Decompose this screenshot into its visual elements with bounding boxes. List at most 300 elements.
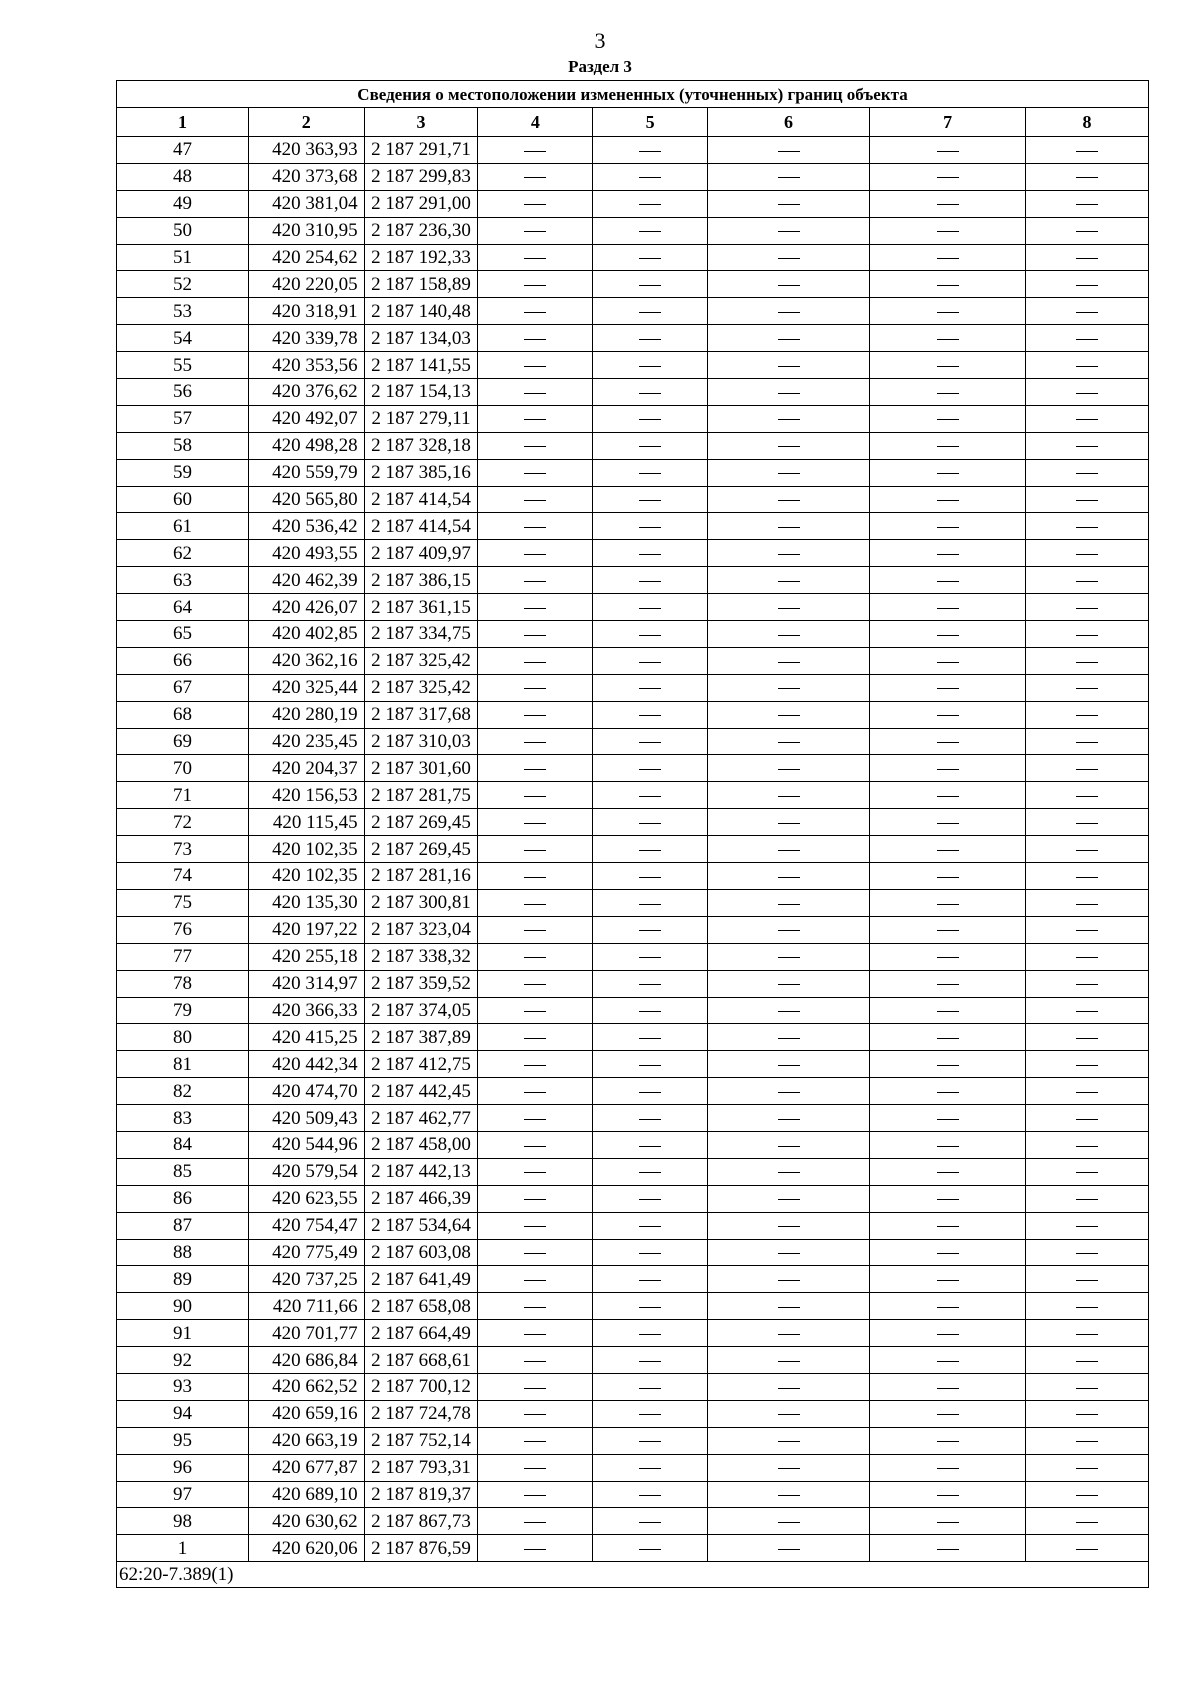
empty-value-cell — [593, 970, 708, 997]
dash-glyph — [639, 1388, 661, 1389]
dash-glyph — [524, 877, 546, 878]
coordinate-y-cell: 2 187 154,13 — [364, 379, 478, 406]
empty-value-cell — [707, 728, 869, 755]
empty-value-cell — [1026, 217, 1149, 244]
dash-glyph — [937, 419, 959, 420]
coordinate-y-cell: 2 187 385,16 — [364, 459, 478, 486]
empty-value-cell — [870, 137, 1026, 164]
coordinate-x-cell: 420 197,22 — [248, 916, 364, 943]
column-header-8: 8 — [1026, 108, 1149, 137]
dash-glyph — [524, 231, 546, 232]
dash-glyph — [1076, 1146, 1098, 1147]
empty-value-cell — [870, 1481, 1026, 1508]
table-row — [117, 970, 1149, 997]
point-number-cell: 65 — [117, 621, 249, 648]
point-number-cell: 90 — [117, 1293, 249, 1320]
empty-value-cell — [707, 647, 869, 674]
dash-glyph — [524, 339, 546, 340]
dash-glyph — [778, 1172, 800, 1173]
dash-glyph — [1076, 527, 1098, 528]
empty-value-cell — [707, 298, 869, 325]
dash-glyph — [937, 850, 959, 851]
dash-glyph — [524, 662, 546, 663]
dash-glyph — [639, 1495, 661, 1496]
empty-value-cell — [478, 594, 593, 621]
empty-value-cell — [707, 137, 869, 164]
table-row — [117, 1185, 1149, 1212]
empty-value-cell — [707, 1185, 869, 1212]
coordinate-y-cell: 2 187 281,16 — [364, 863, 478, 890]
empty-value-cell — [478, 379, 593, 406]
dash-glyph — [1076, 1065, 1098, 1066]
coordinate-x-cell: 420 659,16 — [248, 1400, 364, 1427]
empty-value-cell — [593, 809, 708, 836]
coordinate-y-cell: 2 187 658,08 — [364, 1293, 478, 1320]
coordinate-x-cell: 420 325,44 — [248, 674, 364, 701]
point-number-cell: 79 — [117, 997, 249, 1024]
empty-value-cell — [1026, 916, 1149, 943]
empty-value-cell — [870, 1051, 1026, 1078]
empty-value-cell — [593, 1454, 708, 1481]
empty-value-cell — [870, 1454, 1026, 1481]
dash-glyph — [1076, 1226, 1098, 1227]
empty-value-cell — [478, 1158, 593, 1185]
coordinate-y-cell: 2 187 386,15 — [364, 567, 478, 594]
empty-value-cell — [478, 1293, 593, 1320]
empty-value-cell — [1026, 647, 1149, 674]
empty-value-cell — [1026, 163, 1149, 190]
column-header-2: 2 — [248, 108, 364, 137]
dash-glyph — [937, 608, 959, 609]
point-number-cell: 75 — [117, 889, 249, 916]
empty-value-cell — [593, 190, 708, 217]
point-number-cell: 92 — [117, 1347, 249, 1374]
point-number-cell: 59 — [117, 459, 249, 486]
empty-value-cell — [478, 1024, 593, 1051]
point-number-cell: 69 — [117, 728, 249, 755]
table-row — [117, 889, 1149, 916]
dash-glyph — [937, 393, 959, 394]
empty-value-cell — [1026, 1105, 1149, 1132]
dash-glyph — [1076, 1388, 1098, 1389]
coordinate-x-cell: 420 280,19 — [248, 701, 364, 728]
dash-glyph — [524, 1065, 546, 1066]
dash-glyph — [937, 1522, 959, 1523]
table-row — [117, 486, 1149, 513]
coordinate-y-cell: 2 187 334,75 — [364, 621, 478, 648]
empty-value-cell — [870, 1105, 1026, 1132]
dash-glyph — [1076, 1119, 1098, 1120]
point-number-cell: 47 — [117, 137, 249, 164]
dash-glyph — [524, 1146, 546, 1147]
dash-glyph — [937, 366, 959, 367]
coordinate-y-cell: 2 187 414,54 — [364, 513, 478, 540]
empty-value-cell — [593, 728, 708, 755]
coordinate-x-cell: 420 310,95 — [248, 217, 364, 244]
empty-value-cell — [707, 836, 869, 863]
empty-value-cell — [1026, 701, 1149, 728]
empty-value-cell — [593, 379, 708, 406]
empty-value-cell — [870, 755, 1026, 782]
empty-value-cell — [478, 1078, 593, 1105]
empty-value-cell — [1026, 405, 1149, 432]
empty-value-cell — [593, 163, 708, 190]
table-title: Сведения о местоположении измененных (уточненных) границ объекта — [117, 81, 1149, 108]
empty-value-cell — [1026, 782, 1149, 809]
point-number-cell: 56 — [117, 379, 249, 406]
point-number-cell: 87 — [117, 1212, 249, 1239]
empty-value-cell — [707, 1266, 869, 1293]
dash-glyph — [778, 285, 800, 286]
empty-value-cell — [478, 889, 593, 916]
empty-value-cell — [593, 1158, 708, 1185]
coordinate-y-cell: 2 187 752,14 — [364, 1427, 478, 1454]
dash-glyph — [778, 366, 800, 367]
empty-value-cell — [593, 513, 708, 540]
dash-glyph — [1076, 1441, 1098, 1442]
coordinate-y-cell: 2 187 462,77 — [364, 1105, 478, 1132]
empty-value-cell — [593, 1212, 708, 1239]
empty-value-cell — [1026, 1427, 1149, 1454]
dash-glyph — [937, 1334, 959, 1335]
empty-value-cell — [707, 1373, 869, 1400]
dash-glyph — [639, 1441, 661, 1442]
empty-value-cell — [707, 1481, 869, 1508]
coordinate-y-cell: 2 187 328,18 — [364, 432, 478, 459]
dash-glyph — [639, 715, 661, 716]
empty-value-cell — [870, 943, 1026, 970]
table-row — [117, 567, 1149, 594]
empty-value-cell — [478, 1454, 593, 1481]
empty-value-cell — [1026, 836, 1149, 863]
empty-value-cell — [1026, 325, 1149, 352]
coordinate-x-cell: 420 442,34 — [248, 1051, 364, 1078]
dash-glyph — [639, 662, 661, 663]
dash-glyph — [524, 177, 546, 178]
dash-glyph — [937, 581, 959, 582]
coordinate-x-cell: 420 620,06 — [248, 1535, 364, 1562]
table-row — [117, 459, 1149, 486]
empty-value-cell — [593, 889, 708, 916]
empty-value-cell — [707, 1293, 869, 1320]
coordinate-x-cell: 420 677,87 — [248, 1454, 364, 1481]
empty-value-cell — [593, 217, 708, 244]
dash-glyph — [639, 635, 661, 636]
dash-glyph — [937, 312, 959, 313]
coordinate-x-cell: 420 462,39 — [248, 567, 364, 594]
empty-value-cell — [478, 1481, 593, 1508]
empty-value-cell — [593, 1185, 708, 1212]
empty-value-cell — [593, 405, 708, 432]
empty-value-cell — [593, 540, 708, 567]
empty-value-cell — [478, 755, 593, 782]
dash-glyph — [524, 957, 546, 958]
coordinate-y-cell: 2 187 442,13 — [364, 1158, 478, 1185]
empty-value-cell — [1026, 1293, 1149, 1320]
point-number-cell: 50 — [117, 217, 249, 244]
coordinate-y-cell: 2 187 281,75 — [364, 782, 478, 809]
coordinate-x-cell: 420 102,35 — [248, 863, 364, 890]
table-row — [117, 1535, 1149, 1562]
dash-glyph — [778, 1495, 800, 1496]
table-row — [117, 379, 1149, 406]
dash-glyph — [524, 1495, 546, 1496]
dash-glyph — [778, 1361, 800, 1362]
empty-value-cell — [707, 1320, 869, 1347]
empty-value-cell — [707, 271, 869, 298]
point-number-cell: 81 — [117, 1051, 249, 1078]
empty-value-cell — [478, 943, 593, 970]
coordinate-y-cell: 2 187 338,32 — [364, 943, 478, 970]
empty-value-cell — [478, 352, 593, 379]
dash-glyph — [937, 339, 959, 340]
dash-glyph — [778, 635, 800, 636]
dash-glyph — [778, 1307, 800, 1308]
column-header-row — [117, 108, 1149, 137]
empty-value-cell — [870, 997, 1026, 1024]
dash-glyph — [937, 1441, 959, 1442]
empty-value-cell — [593, 647, 708, 674]
dash-glyph — [778, 850, 800, 851]
dash-glyph — [1076, 446, 1098, 447]
empty-value-cell — [593, 244, 708, 271]
dash-glyph — [778, 1146, 800, 1147]
table-row — [117, 1158, 1149, 1185]
coordinate-x-cell: 420 686,84 — [248, 1347, 364, 1374]
dash-glyph — [524, 393, 546, 394]
point-number-cell: 89 — [117, 1266, 249, 1293]
empty-value-cell — [1026, 755, 1149, 782]
dash-glyph — [639, 1038, 661, 1039]
dash-glyph — [937, 1011, 959, 1012]
empty-value-cell — [478, 1266, 593, 1293]
column-header-4: 4 — [478, 108, 593, 137]
empty-value-cell — [707, 997, 869, 1024]
empty-value-cell — [593, 1266, 708, 1293]
point-number-cell: 54 — [117, 325, 249, 352]
dash-glyph — [778, 581, 800, 582]
dash-glyph — [937, 1414, 959, 1415]
dash-glyph — [937, 473, 959, 474]
empty-value-cell — [478, 244, 593, 271]
dash-glyph — [778, 554, 800, 555]
dash-glyph — [1076, 850, 1098, 851]
empty-value-cell — [1026, 1078, 1149, 1105]
empty-value-cell — [1026, 486, 1149, 513]
dash-glyph — [937, 285, 959, 286]
dash-glyph — [778, 1226, 800, 1227]
coordinate-y-cell: 2 187 700,12 — [364, 1373, 478, 1400]
empty-value-cell — [1026, 594, 1149, 621]
dash-glyph — [639, 554, 661, 555]
empty-value-cell — [1026, 1131, 1149, 1158]
dash-glyph — [1076, 1011, 1098, 1012]
dash-glyph — [524, 1468, 546, 1469]
table-row — [117, 1105, 1149, 1132]
empty-value-cell — [1026, 432, 1149, 459]
dash-glyph — [778, 339, 800, 340]
dash-glyph — [524, 1226, 546, 1227]
empty-value-cell — [1026, 1400, 1149, 1427]
dash-glyph — [639, 527, 661, 528]
dash-glyph — [778, 446, 800, 447]
coordinate-y-cell: 2 187 269,45 — [364, 836, 478, 863]
dash-glyph — [524, 715, 546, 716]
dash-glyph — [524, 1280, 546, 1281]
empty-value-cell — [707, 540, 869, 567]
empty-value-cell — [593, 1373, 708, 1400]
dash-glyph — [524, 312, 546, 313]
coordinate-y-cell: 2 187 664,49 — [364, 1320, 478, 1347]
coordinate-x-cell: 420 402,85 — [248, 621, 364, 648]
dash-glyph — [524, 1522, 546, 1523]
empty-value-cell — [478, 621, 593, 648]
point-number-cell: 61 — [117, 513, 249, 540]
coordinate-x-cell: 420 314,97 — [248, 970, 364, 997]
dash-glyph — [778, 688, 800, 689]
dash-glyph — [524, 1092, 546, 1093]
empty-value-cell — [707, 217, 869, 244]
table-row — [117, 1427, 1149, 1454]
empty-value-cell — [870, 540, 1026, 567]
empty-value-cell — [478, 432, 593, 459]
empty-value-cell — [707, 755, 869, 782]
table-row — [117, 782, 1149, 809]
dash-glyph — [639, 957, 661, 958]
dash-glyph — [778, 796, 800, 797]
empty-value-cell — [478, 728, 593, 755]
coordinate-x-cell: 420 565,80 — [248, 486, 364, 513]
dash-glyph — [937, 877, 959, 878]
point-number-cell: 82 — [117, 1078, 249, 1105]
dash-glyph — [639, 446, 661, 447]
dash-glyph — [1076, 742, 1098, 743]
dash-glyph — [1076, 1172, 1098, 1173]
coordinate-y-cell: 2 187 374,05 — [364, 997, 478, 1024]
coordinate-x-cell: 420 235,45 — [248, 728, 364, 755]
coordinate-y-cell: 2 187 387,89 — [364, 1024, 478, 1051]
dash-glyph — [639, 930, 661, 931]
empty-value-cell — [870, 271, 1026, 298]
dash-glyph — [524, 419, 546, 420]
coordinate-x-cell: 420 353,56 — [248, 352, 364, 379]
dash-glyph — [639, 1011, 661, 1012]
empty-value-cell — [870, 405, 1026, 432]
dash-glyph — [639, 1334, 661, 1335]
document-code: 62:20-7.389(1) — [117, 1562, 1149, 1588]
coordinate-y-cell: 2 187 442,45 — [364, 1078, 478, 1105]
empty-value-cell — [1026, 567, 1149, 594]
coordinate-y-cell: 2 187 534,64 — [364, 1212, 478, 1239]
empty-value-cell — [478, 325, 593, 352]
coordinate-x-cell: 420 536,42 — [248, 513, 364, 540]
dash-glyph — [524, 742, 546, 743]
empty-value-cell — [870, 513, 1026, 540]
point-number-cell: 49 — [117, 190, 249, 217]
empty-value-cell — [478, 674, 593, 701]
empty-value-cell — [707, 190, 869, 217]
point-number-cell: 97 — [117, 1481, 249, 1508]
dash-glyph — [937, 1280, 959, 1281]
empty-value-cell — [870, 1535, 1026, 1562]
dash-glyph — [1076, 1307, 1098, 1308]
empty-value-cell — [870, 1400, 1026, 1427]
empty-value-cell — [707, 513, 869, 540]
dash-glyph — [524, 608, 546, 609]
empty-value-cell — [870, 163, 1026, 190]
dash-glyph — [937, 1092, 959, 1093]
empty-value-cell — [870, 190, 1026, 217]
empty-value-cell — [707, 1400, 869, 1427]
table-row — [117, 1266, 1149, 1293]
coordinate-x-cell: 420 689,10 — [248, 1481, 364, 1508]
point-number-cell: 88 — [117, 1239, 249, 1266]
table-row — [117, 594, 1149, 621]
empty-value-cell — [1026, 1481, 1149, 1508]
empty-value-cell — [593, 916, 708, 943]
coordinate-x-cell: 420 255,18 — [248, 943, 364, 970]
dash-glyph — [1076, 500, 1098, 501]
point-number-cell: 91 — [117, 1320, 249, 1347]
empty-value-cell — [870, 459, 1026, 486]
empty-value-cell — [707, 916, 869, 943]
empty-value-cell — [1026, 1158, 1149, 1185]
table-row — [117, 1373, 1149, 1400]
empty-value-cell — [593, 1427, 708, 1454]
empty-value-cell — [593, 1105, 708, 1132]
empty-value-cell — [1026, 352, 1149, 379]
empty-value-cell — [593, 755, 708, 782]
point-number-cell: 93 — [117, 1373, 249, 1400]
empty-value-cell — [593, 1024, 708, 1051]
table-row — [117, 352, 1149, 379]
empty-value-cell — [707, 352, 869, 379]
point-number-cell: 74 — [117, 863, 249, 890]
dash-glyph — [778, 312, 800, 313]
empty-value-cell — [707, 1212, 869, 1239]
empty-value-cell — [593, 1078, 708, 1105]
empty-value-cell — [870, 217, 1026, 244]
coordinate-x-cell: 420 509,43 — [248, 1105, 364, 1132]
empty-value-cell — [593, 1320, 708, 1347]
dash-glyph — [778, 527, 800, 528]
empty-value-cell — [870, 1347, 1026, 1374]
dash-glyph — [524, 930, 546, 931]
empty-value-cell — [593, 432, 708, 459]
dash-glyph — [778, 1549, 800, 1550]
empty-value-cell — [593, 701, 708, 728]
coordinate-x-cell: 420 775,49 — [248, 1239, 364, 1266]
coordinate-y-cell: 2 187 236,30 — [364, 217, 478, 244]
empty-value-cell — [870, 1078, 1026, 1105]
dash-glyph — [778, 1199, 800, 1200]
point-number-cell: 55 — [117, 352, 249, 379]
empty-value-cell — [593, 298, 708, 325]
dash-glyph — [937, 177, 959, 178]
coordinate-y-cell: 2 187 134,03 — [364, 325, 478, 352]
table-row — [117, 217, 1149, 244]
coordinate-y-cell: 2 187 317,68 — [364, 701, 478, 728]
dash-glyph — [937, 1549, 959, 1550]
table-row — [117, 540, 1149, 567]
coordinate-x-cell: 420 135,30 — [248, 889, 364, 916]
dash-glyph — [1076, 1468, 1098, 1469]
point-number-cell: 98 — [117, 1508, 249, 1535]
coordinate-x-cell: 420 426,07 — [248, 594, 364, 621]
dash-glyph — [778, 608, 800, 609]
dash-glyph — [1076, 258, 1098, 259]
coordinate-x-cell: 420 366,33 — [248, 997, 364, 1024]
